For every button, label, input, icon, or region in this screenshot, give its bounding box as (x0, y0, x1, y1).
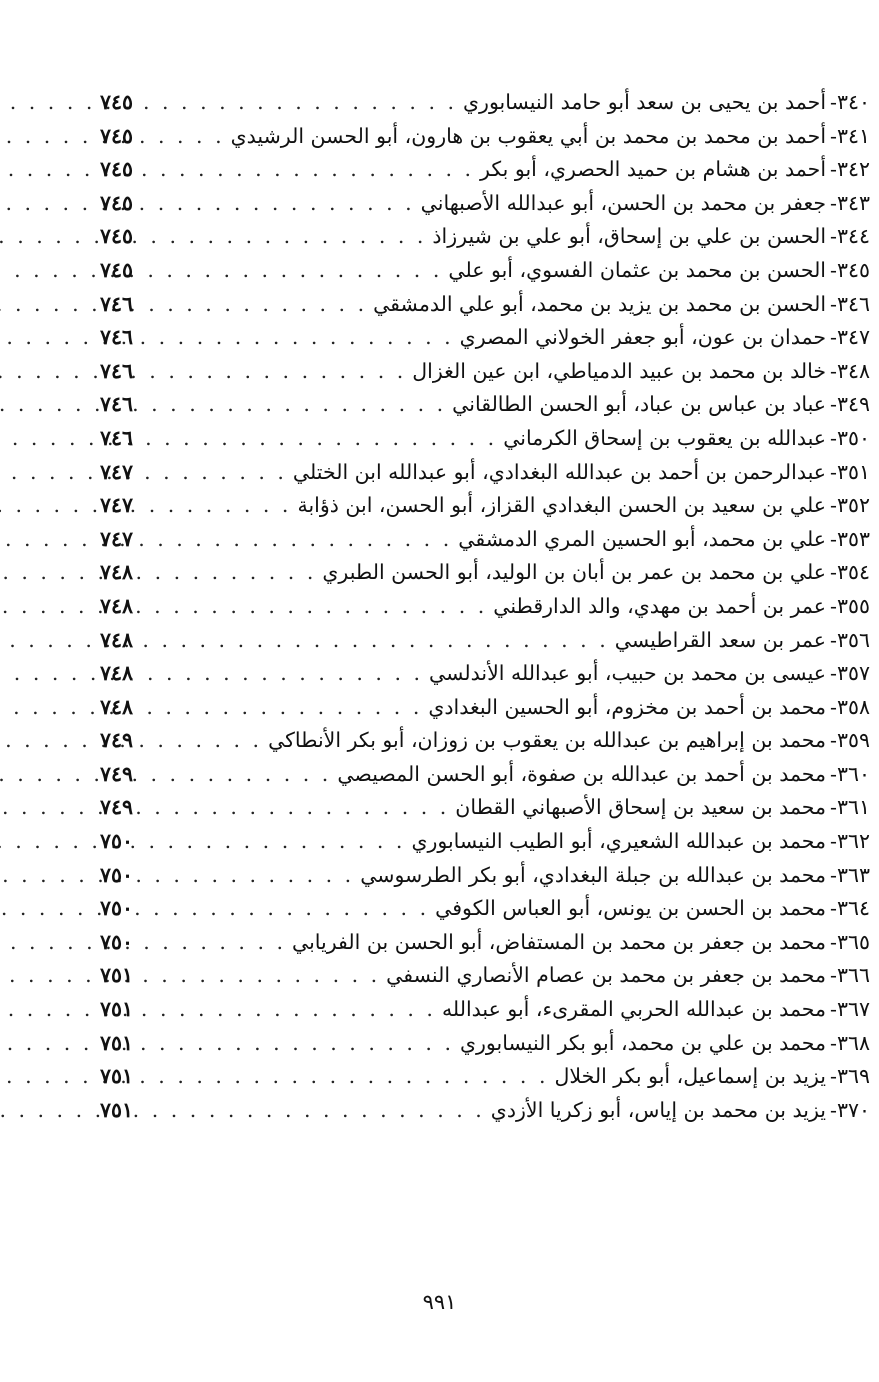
toc-entry (100, 590, 870, 624)
entry-number: ٣٥٩- (830, 728, 870, 753)
toc-entry (100, 489, 870, 523)
table-of-contents (100, 86, 870, 1127)
entry-number: ٣٤٥- (830, 257, 870, 282)
toc-entry (100, 388, 870, 422)
entry-number: ٣٤٤- (830, 224, 870, 249)
toc-entry (100, 892, 870, 926)
entry-number: ٣٦٤- (830, 896, 870, 921)
toc-entry (100, 825, 870, 859)
entry-title: عباد بن عباس بن عباد، أبو الحسن الطالقاني (452, 392, 827, 417)
dot-leader (158, 288, 367, 322)
entry-number: ٣٤٠- (830, 90, 870, 114)
entry-title: محمد بن أحمد بن مخزوم، أبو الحسين البغدادي (428, 694, 827, 719)
dot-leader (158, 120, 225, 154)
entry-number: ٣٤٩- (830, 392, 870, 417)
toc-entry (100, 1027, 870, 1061)
dot-leader (158, 220, 426, 254)
dot-leader (158, 355, 406, 389)
entry-page-number: ٧٤٦ (100, 325, 134, 350)
entry-number: ٣٤٨- (830, 358, 870, 383)
entry-title: أحمد بن يحيى بن سعد أبو حامد النيسابوري (463, 90, 827, 114)
entry-title: محمد بن عبدالله بن جبلة البغدادي، أبو بكر الطرسوسي (360, 862, 827, 887)
entry-page-number: ٧٤٥ (100, 157, 134, 182)
entry-number: ٣٦١- (830, 795, 870, 820)
entry-title: محمد بن أحمد بن عبدالله بن صفوة، أبو الحسن المصيصي (337, 761, 827, 786)
dot-leader (158, 153, 474, 187)
entry-page-number: ٧٤٦ (100, 291, 134, 316)
entry-title: خالد بن محمد بن عبيد الدمياطي، ابن عين الغزال (412, 358, 827, 383)
dot-leader (158, 892, 429, 926)
entry-page-number: ٧٤٨ (100, 694, 134, 719)
dot-leader (158, 489, 291, 523)
dot-leader (158, 388, 446, 422)
entry-number: ٣٥١- (830, 459, 870, 484)
entry-title: الحسن بن محمد بن يزيد بن محمد، أبو علي الدمشقي (373, 291, 827, 316)
entry-page-number: ٧٤٥ (100, 224, 134, 249)
toc-entry (100, 724, 870, 758)
toc-entry (100, 657, 870, 691)
entry-title: محمد بن جعفر بن محمد بن عصام الأنصاري النسفي (386, 963, 827, 988)
dot-leader (158, 456, 287, 490)
entry-title: عبدالرحمن بن أحمد بن عبدالله البغدادي، أبو عبدالله ابن الختلي (292, 459, 827, 484)
entry-number: ٣٥٧- (830, 661, 870, 686)
toc-entry (100, 86, 870, 120)
toc-entry (100, 187, 870, 221)
entry-page-number: ٧٤٨ (100, 627, 134, 652)
toc-entry (100, 321, 870, 355)
entry-number: ٣٦٦- (830, 963, 870, 988)
dot-leader (158, 959, 380, 993)
entry-number: ٣٤٢- (830, 157, 870, 182)
entry-title: عبدالله بن يعقوب بن إسحاق الكرماني (503, 425, 827, 450)
dot-leader (158, 86, 457, 120)
entry-number: ٣٦٧- (830, 997, 870, 1022)
entry-page-number: ٧٤٦ (100, 392, 134, 417)
toc-entry (100, 791, 870, 825)
entry-page-number: ٧٤٥ (100, 257, 134, 282)
entry-page-number: ٧٤٧ (100, 459, 134, 484)
entry-page-number: ٧٥٠ (100, 896, 134, 921)
entry-page-number: ٧٤٧ (100, 493, 134, 518)
entry-title: أحمد بن محمد بن محمد بن أبي يعقوب بن هارون، أبو الحسن الرشيدي (230, 123, 827, 148)
toc-entry (100, 220, 870, 254)
entry-title: علي بن محمد بن عمر بن أبان بن الوليد، أبو الحسن الطبري (322, 560, 827, 585)
entry-page-number: ٧٤٥ (100, 90, 134, 114)
entry-title: عيسى بن محمد بن حبيب، أبو عبدالله الأندلسي (429, 661, 827, 686)
entry-title: محمد بن عبدالله الحربي المقرىء، أبو عبدالله (441, 997, 827, 1022)
entry-title: علي بن محمد، أبو الحسين المري الدمشقي (458, 526, 827, 551)
entry-page-number: ٧٤٥ (100, 123, 134, 148)
entry-page-number: ٧٥٠ (100, 829, 134, 854)
entry-title: عمر بن سعد القراطيسي (614, 627, 827, 652)
toc-entry (100, 355, 870, 389)
dot-leader (158, 791, 449, 825)
dot-leader (158, 825, 405, 859)
entry-number: ٣٦٣- (830, 862, 870, 887)
dot-leader (158, 657, 423, 691)
entry-number: ٣٤١- (830, 123, 870, 148)
entry-title: الحسن بن علي بن إسحاق، أبو علي بن شيرزاذ (432, 224, 827, 249)
dot-leader (158, 993, 436, 1027)
dot-leader (158, 859, 354, 893)
entry-title: جعفر بن محمد بن الحسن، أبو عبدالله الأصبهاني (420, 190, 827, 215)
dot-leader (158, 1094, 485, 1128)
toc-entry (100, 1094, 870, 1128)
entry-page-number: ٧٤٦ (100, 358, 134, 383)
entry-title: علي بن سعيد بن الحسن البغدادي القزاز، أبو الحسن، ابن ذؤابة (297, 493, 827, 518)
entry-title: محمد بن عبدالله الشعيري، أبو الطيب النيسابوري (411, 829, 827, 854)
toc-entry (100, 959, 870, 993)
toc-entry (100, 691, 870, 725)
dot-leader (158, 187, 415, 221)
entry-page-number: ٧٤٧ (100, 526, 134, 551)
entry-title: حمدان بن عون، أبو جعفر الخولاني المصري (459, 325, 827, 350)
entry-number: ٣٤٣- (830, 190, 870, 215)
toc-entry (100, 926, 870, 960)
toc-entry (100, 254, 870, 288)
entry-number: ٣٥٦- (830, 627, 870, 652)
toc-entry (100, 153, 870, 187)
dot-leader (158, 624, 609, 658)
entry-number: ٣٤٧- (830, 325, 870, 350)
entry-number: ٣٧٠- (830, 1097, 870, 1122)
dot-leader (158, 1060, 548, 1094)
dot-leader (158, 758, 331, 792)
entry-page-number: ٧٤٩ (100, 761, 134, 786)
entry-number: ٣٥٠- (830, 425, 870, 450)
dot-leader (158, 590, 487, 624)
entry-page-number: ٧٤٩ (100, 795, 134, 820)
toc-entry (100, 523, 870, 557)
entry-title: محمد بن جعفر بن محمد بن المستفاض، أبو الحسن بن الفريابي (292, 929, 827, 954)
entry-number: ٣٦٢- (830, 829, 870, 854)
entry-page-number: ٧٥٠ (100, 862, 134, 887)
toc-entry (100, 556, 870, 590)
dot-leader (158, 724, 262, 758)
entry-number: ٣٦٨- (830, 1030, 870, 1055)
entry-title: يزيد بن محمد بن إياس، أبو زكريا الأزدي (490, 1097, 827, 1122)
entry-number: ٣٦٩- (830, 1064, 870, 1089)
dot-leader (158, 254, 442, 288)
entry-title: أحمد بن هشام بن حميد الحصري، أبو بكر (480, 157, 827, 182)
entry-page-number: ٧٥٠ (100, 929, 134, 954)
entry-number: ٣٥٣- (830, 526, 870, 551)
entry-title: محمد بن علي بن محمد، أبو بكر النيسابوري (459, 1030, 827, 1055)
toc-entry (100, 758, 870, 792)
entry-page-number: ٧٥١ (100, 997, 134, 1022)
dot-leader (158, 523, 452, 557)
toc-entry (100, 859, 870, 893)
page-number: ٩٩١ (422, 1290, 457, 1314)
toc-entry (100, 288, 870, 322)
toc-entry (100, 993, 870, 1027)
entry-page-number: ٧٥١ (100, 1097, 134, 1122)
entry-title: محمد بن الحسن بن يونس، أبو العباس الكوفي (435, 896, 827, 921)
dot-leader (158, 556, 316, 590)
entry-page-number: ٧٤٥ (100, 190, 134, 215)
entry-page-number: ٧٤٨ (100, 560, 134, 585)
entry-title: عمر بن أحمد بن مهدي، والد الدارقطني (493, 593, 827, 618)
dot-leader (158, 1027, 454, 1061)
entry-page-number: ٧٤٦ (100, 425, 134, 450)
entry-number: ٣٥٤- (830, 560, 870, 585)
toc-entry (100, 456, 870, 490)
entry-page-number: ٧٤٨ (100, 593, 134, 618)
entry-page-number: ٧٤٩ (100, 728, 134, 753)
dot-leader (158, 926, 286, 960)
toc-entry (100, 1060, 870, 1094)
entry-title: محمد بن إبراهيم بن عبدالله بن يعقوب بن زوزان، أبو بكر الأنطاكي (268, 728, 827, 753)
dot-leader (158, 422, 497, 456)
entry-number: ٣٥٨- (830, 694, 870, 719)
entry-number: ٣٦٠- (830, 761, 870, 786)
entry-number: ٣٥٢- (830, 493, 870, 518)
entry-page-number: ٧٥١ (100, 1064, 134, 1089)
entry-page-number: ٧٤٨ (100, 661, 134, 686)
entry-number: ٣٤٦- (830, 291, 870, 316)
dot-leader (158, 321, 454, 355)
entry-number: ٣٦٥- (830, 929, 870, 954)
entry-title: محمد بن سعيد بن إسحاق الأصبهاني القطان (455, 795, 827, 820)
entry-page-number: ٧٥١ (100, 1030, 134, 1055)
toc-entry (100, 624, 870, 658)
toc-entry (100, 120, 870, 154)
entry-title: يزيد بن إسماعيل، أبو بكر الخلال (554, 1064, 827, 1089)
entry-page-number: ٧٥١ (100, 963, 134, 988)
dot-leader (158, 691, 422, 725)
entry-title: الحسن بن محمد بن عثمان الفسوي، أبو علي (448, 257, 827, 282)
toc-entry (100, 422, 870, 456)
entry-number: ٣٥٥- (830, 593, 870, 618)
